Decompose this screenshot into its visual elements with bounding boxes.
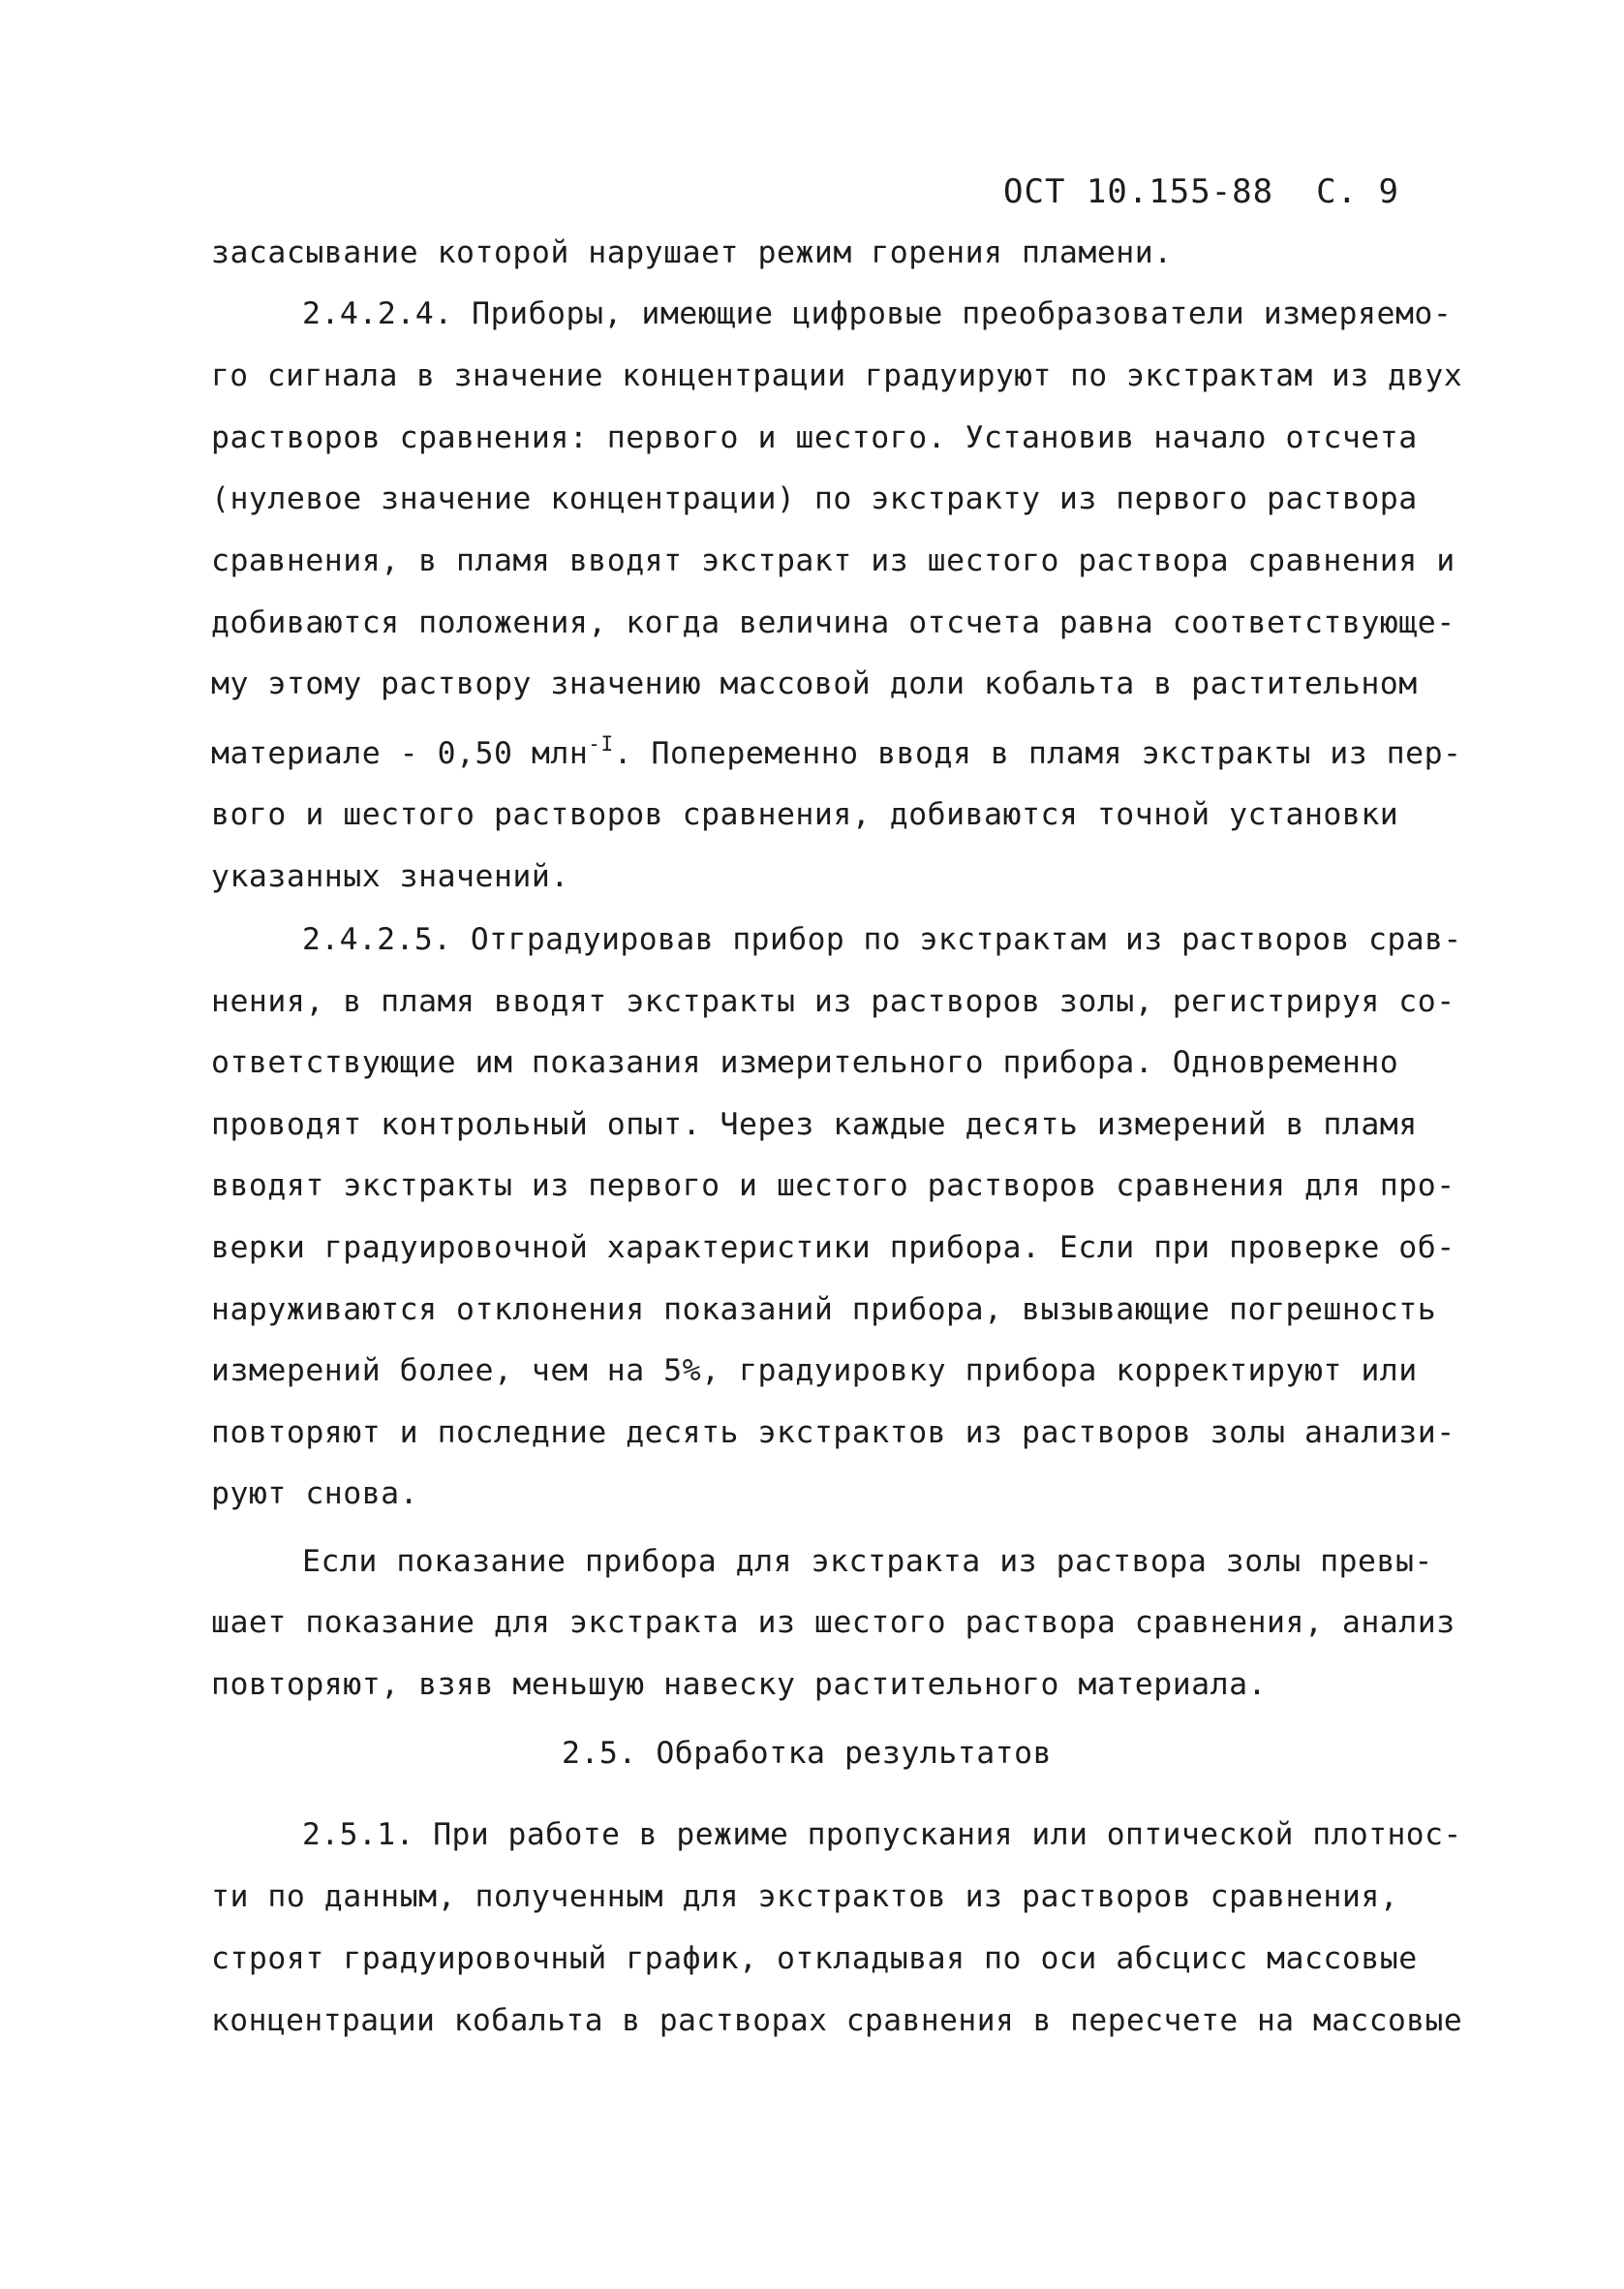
section-heading-2-5: 2.5. Обработка результатов: [562, 1736, 1053, 1771]
text-line: концентрации кобальта в растворах сравнения в пересчете на массовые: [211, 2003, 1463, 2038]
unit-exponent: -I: [588, 732, 614, 756]
text-line: строят градуировочный график, откладывая по оси абсцисс массовые: [211, 1941, 1418, 1976]
paragraph-if-start: Если показание прибора для экстракта из раствора золы превы-: [302, 1544, 1433, 1579]
text-line: растворов сравнения: первого и шестого. Установив начало отсчета: [211, 420, 1418, 455]
text-line: засасывание которой нарушает режим горения пламени.: [211, 235, 1173, 270]
text-segment: материале - 0,50 млн: [211, 736, 589, 771]
text-line: измерений более, чем на 5%, градуировку прибора корректируют или: [211, 1353, 1418, 1388]
text-line: верки градуировочной характеристики прибора. Если при проверке об-: [211, 1230, 1455, 1265]
document-code: ОСТ 10.155-88: [1003, 172, 1274, 211]
text-line: му этому раствору значению массовой доли кобальта в растительном: [211, 666, 1418, 701]
text-line: проводят контрольный опыт. Через каждые десять измерений в пламя: [211, 1107, 1418, 1142]
text-line-with-superscript: [211, 732, 1462, 771]
paragraph-2-5-1-start: 2.5.1. При работе в режиме пропускания или оптической плотнос-: [302, 1817, 1462, 1852]
text-line: повторяют и последние десять экстрактов из растворов золы анализи-: [211, 1415, 1455, 1450]
paragraph-2-4-2-4-start: 2.4.2.4. Приборы, имеющие цифровые преобразователи измеряемо-: [302, 296, 1453, 331]
text-line: (нулевое значение концентрации) по экстракту из первого раствора: [211, 481, 1418, 516]
text-line: нения, в пламя вводят экстракты из растворов золы, регистрируя со-: [211, 984, 1455, 1019]
text-line: го сигнала в значение концентрации градуируют по экстрактам из двух: [211, 358, 1463, 393]
paragraph-2-4-2-5-start: 2.4.2.5. Отградуировав прибор по экстрактам из растворов срав-: [302, 922, 1462, 957]
text-line: руют снова.: [211, 1476, 419, 1511]
text-line: шает показание для экстракта из шестого раствора сравнения, анализ: [211, 1605, 1455, 1640]
page-header: [1003, 172, 1399, 211]
text-line: наруживаются отклонения показаний прибора, вызывающие погрешность: [211, 1292, 1437, 1327]
text-line: сравнения, в пламя вводят экстракт из шестого раствора сравнения и: [211, 543, 1455, 578]
text-line: указанных значений.: [211, 859, 569, 894]
text-line: повторяют, взяв меньшую навеску растительного материала.: [211, 1667, 1268, 1702]
text-line: ти по данным, полученным для экстрактов из растворов сравнения,: [211, 1879, 1399, 1914]
text-line: вого и шестого растворов сравнения, добиваются точной установки: [211, 797, 1399, 832]
text-line: добиваются положения, когда величина отсчета равна соответствующе-: [211, 605, 1455, 640]
text-segment: . Попеременно вводя в пламя экстракты из пер-: [613, 736, 1462, 771]
page-number: С. 9: [1316, 172, 1399, 211]
text-line: вводят экстракты из первого и шестого растворов сравнения для про-: [211, 1168, 1455, 1203]
text-line: ответствующие им показания измерительного прибора. Одновременно: [211, 1045, 1399, 1080]
